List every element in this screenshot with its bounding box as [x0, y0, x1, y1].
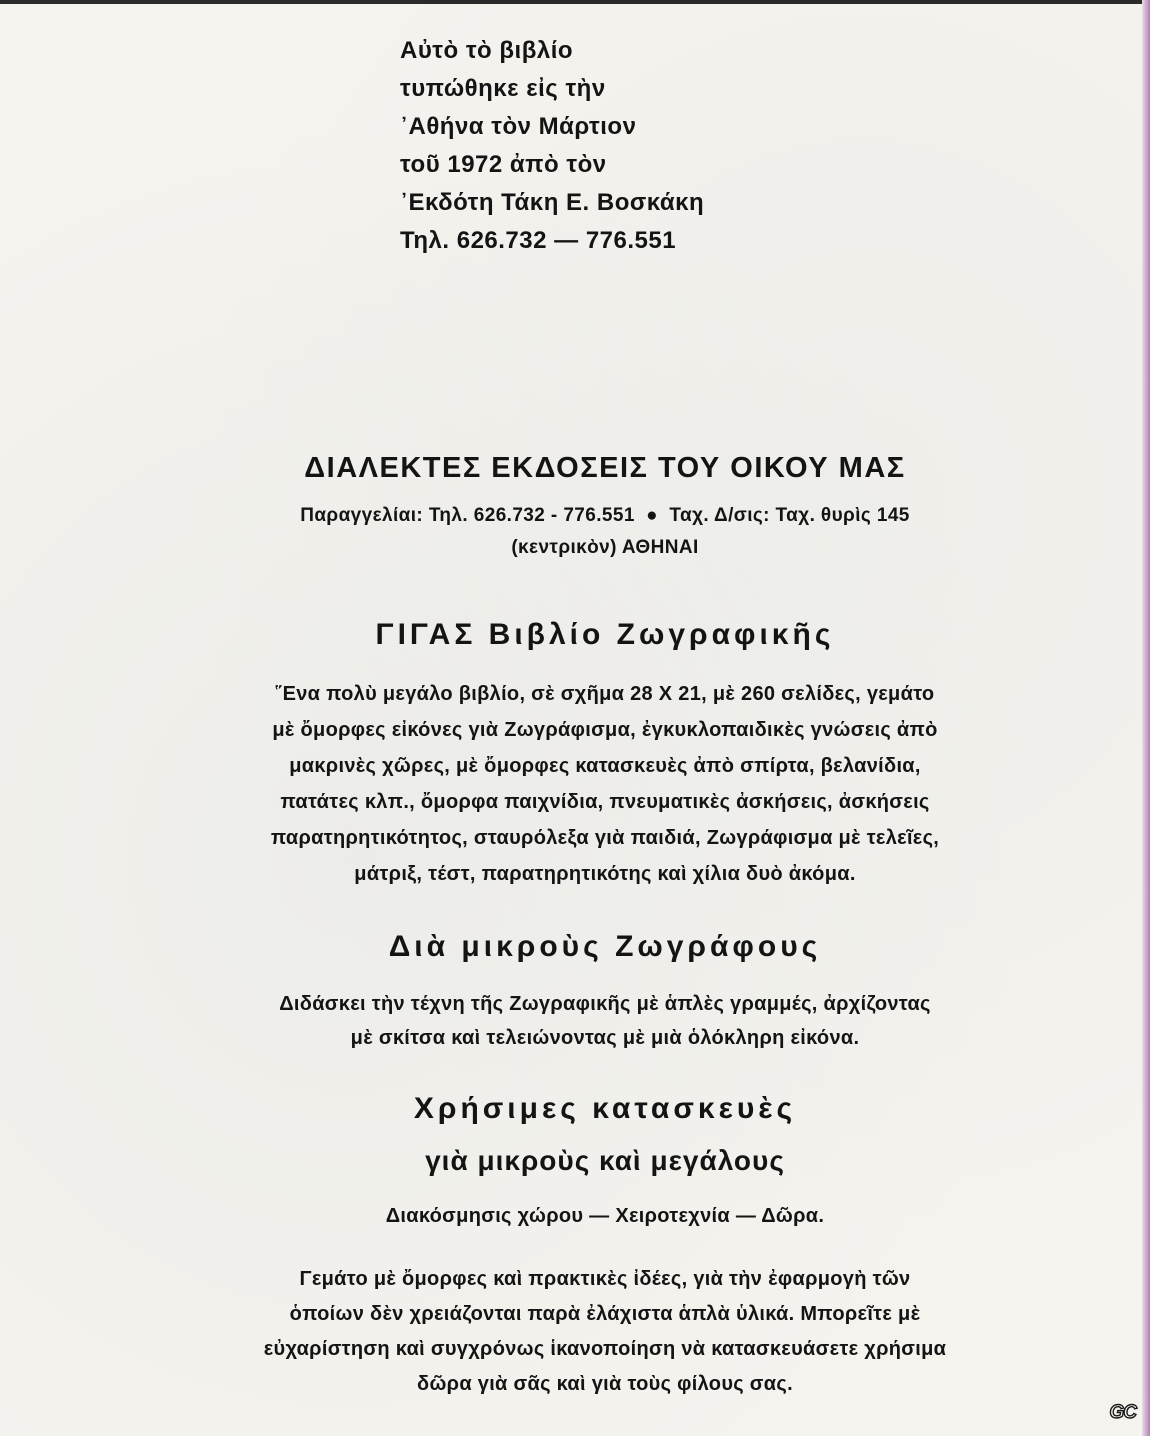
catalog-heading: ΔΙΑΛΕΚΤΕΣ ΕΚΔΟΣΕΙΣ ΤΟΥ ΟΙΚΟΥ ΜΑΣ [304, 452, 906, 484]
description-line: πατάτες κλπ., ὄμορφα παιχνίδια, πνευματικὲς ἀσκήσεις, ἀσκήσεις [280, 791, 930, 813]
description-line: Γεμάτο μὲ ὄμορφες καὶ πρακτικὲς ἰδέες, γιὰ τὴν ἐφαρμογὴ τῶν [299, 1268, 911, 1290]
orders-line: (κεντρικὸν) ΑΘΗΝΑΙ [511, 537, 699, 558]
colophon-line: ᾿Αθήνα τὸν Μάρτιον [400, 113, 637, 140]
description-line: μὲ σκίτσα καὶ τελειώνοντας μὲ μιὰ ὁλόκληρη εἰκόνα. [350, 1027, 860, 1049]
description-line: παρατηρητικότητος, σταυρόλεξα γιὰ παιδιά, Ζωγράφισμα μὲ τελεῖες, [270, 827, 940, 849]
printing-colophon [400, 32, 820, 260]
colophon-line: Τηλ. 626.732 — 776.551 [400, 227, 677, 254]
description-line: μάτριξ, τέστ, παρατηρητικότης καὶ χίλια δυὸ ἀκόμα. [354, 863, 856, 885]
description-line: Διδάσκει τὴν τέχνη τῆς Ζωγραφικῆς μὲ ἁπλὲς γραμμές, ἀρχίζοντας [279, 993, 931, 1015]
colophon-line: ᾿Εκδότη Τάκη Ε. Βοσκάκη [400, 189, 705, 216]
book-title: ΓΙΓΑΣ Βιβλίο Ζωγραφικῆς [375, 618, 835, 651]
description-line: μὲ ὄμορφες εἰκόνες γιὰ Ζωγράφισμα, ἐγκυκλοπαιδικὲς γνώσεις ἀπὸ [272, 719, 938, 741]
description-line: μακρινὲς χῶρες, μὲ ὄμορφες κατασκευὲς ἀπὸ σπίρτα, βελανίδια, [289, 755, 921, 777]
book-description [190, 1262, 1020, 1402]
book-description [190, 987, 1020, 1055]
orders-line: Παραγγελίαι: Τηλ. 626.732 - 776.551 ● Ταχ. Δ/σις: Ταχ. θυρὶς 145 [300, 505, 910, 526]
description-line: εὐχαρίστηση καὶ συγχρόνως ἱκανοποίηση νὰ κατασκευάσετε χρήσιμα [263, 1338, 947, 1360]
colophon-line: τοῦ 1972 ἀπὸ τὸν [400, 151, 607, 178]
description-line: ὁποίων δὲν χρειάζονται παρὰ ἐλάχιστα ἁπλὰ ὑλικά. Μπορεῖτε μὲ [289, 1303, 921, 1325]
page-top-edge [0, 0, 1150, 4]
description-line: ῞Ενα πολὺ μεγάλο βιβλίο, σὲ σχῆμα 28 Χ 21, μὲ 260 σελίδες, γεμάτο [275, 683, 935, 705]
book-title-line2: γιὰ μικροὺς καὶ μεγάλους [425, 1145, 785, 1176]
colophon-line: τυπώθηκε εἰς τὴν [400, 75, 606, 102]
gc-watermark-logo: GC [1109, 1402, 1136, 1423]
description-line: δῶρα γιὰ σᾶς καὶ γιὰ τοὺς φίλους σας. [417, 1373, 793, 1395]
book-title: Διὰ μικροὺς Ζωγράφους [388, 930, 822, 963]
book-title: Χρήσιμες κατασκευὲς [413, 1092, 797, 1125]
page-right-edge [1142, 0, 1150, 1436]
book-description [190, 676, 1020, 892]
book-subtitle: Διακόσμησις χώρου — Χειροτεχνία — Δῶρα. [385, 1205, 825, 1227]
colophon-line: Αὐτὸ τὸ βιβλίο [400, 37, 574, 64]
orders-info [190, 500, 1020, 564]
